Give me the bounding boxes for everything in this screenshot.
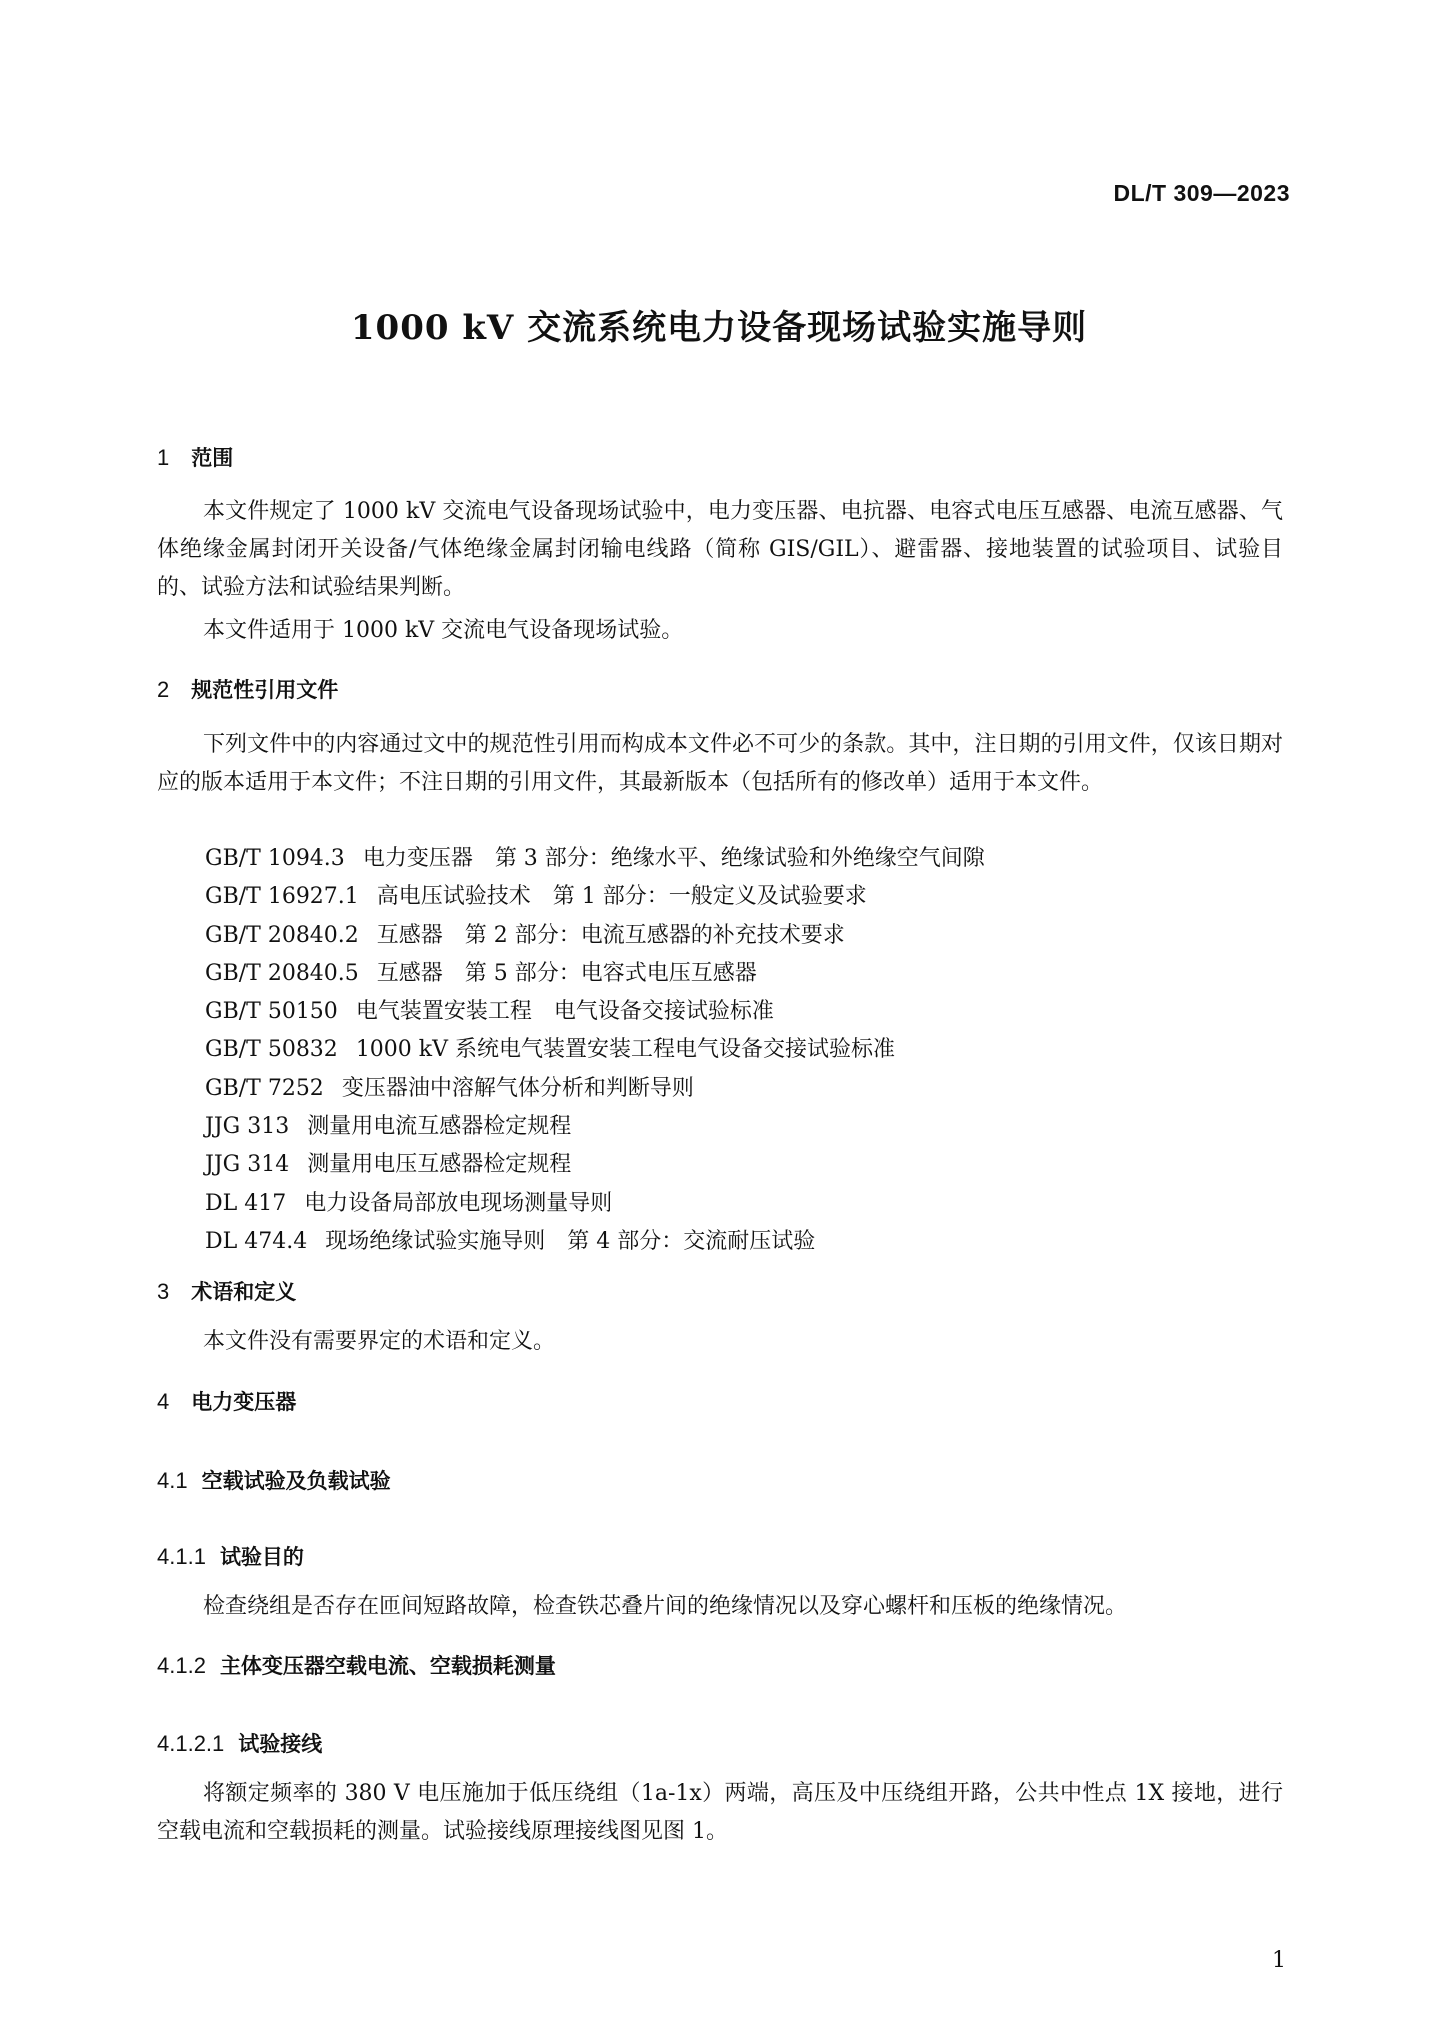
section-number: 4.1.2.1	[157, 1731, 225, 1756]
reference-code: JJG 314	[205, 1152, 290, 1178]
reference-title: 电力变压器 第 3 部分：绝缘水平、绝缘试验和外绝缘空气间隙	[362, 846, 985, 871]
reference-code: DL 474.4	[205, 1228, 308, 1254]
reference-title: 现场绝缘试验实施导则 第 4 部分：交流耐压试验	[325, 1228, 816, 1254]
reference-item	[205, 878, 985, 916]
reference-item	[205, 955, 985, 993]
reference-item	[205, 840, 985, 878]
section-title: 术语和定义	[191, 1280, 297, 1304]
section-number: 4.1.1	[157, 1544, 206, 1569]
reference-item	[205, 917, 985, 955]
section-title: 电力变压器	[191, 1390, 297, 1414]
reference-code: GB/T 7252	[205, 1075, 324, 1101]
reference-title: 变压器油中溶解气体分析和判断导则	[341, 1075, 694, 1101]
section-3-paragraph-1: 本文件没有需要界定的术语和定义。	[203, 1329, 556, 1354]
reference-item	[205, 1185, 985, 1223]
section-4-1-1-heading	[157, 1541, 304, 1571]
document-title: 1000 kV 交流系统电力设备现场试验实施导则	[350, 308, 1088, 348]
section-number: 4.1	[157, 1468, 188, 1493]
section-title: 范围	[191, 446, 234, 470]
reference-item	[205, 1223, 985, 1261]
section-number: 4	[157, 1389, 170, 1414]
reference-code: GB/T 50150	[205, 999, 338, 1025]
reference-title: 测量用电流互感器检定规程	[307, 1114, 572, 1140]
section-number: 4.1.2	[157, 1653, 206, 1678]
reference-item	[205, 1146, 985, 1184]
reference-code: DL 417	[205, 1190, 287, 1216]
section-4-1-1-paragraph-1: 检查绕组是否存在匝间短路故障，检查铁芯叠片间的绝缘情况以及穿心螺杆和压板的绝缘情况。	[203, 1594, 1128, 1619]
reference-item	[205, 993, 985, 1031]
reference-code: GB/T 20840.5	[205, 960, 359, 986]
reference-code: GB/T 20840.2	[205, 922, 359, 948]
section-4-1-2-heading	[157, 1650, 556, 1680]
reference-item	[205, 1031, 985, 1069]
reference-title: 高电压试验技术 第 1 部分：一般定义及试验要求	[376, 884, 867, 910]
reference-title: 测量用电压互感器检定规程	[307, 1152, 572, 1178]
section-2-heading	[157, 674, 338, 704]
section-1-paragraph-1: 本文件规定了 1000 kV 交流电气设备现场试验中，电力变压器、电抗器、电容式电压互感器、电流互感器、气体绝缘金属封闭开关设备/气体绝缘金属封闭输电线路（简称 GIS/GIL）、避雷器、接地装置的试验项目、试验目的、试验方法和试验结果判断。	[157, 499, 1283, 600]
section-1-paragraph-2: 本文件适用于 1000 kV 交流电气设备现场试验。	[203, 618, 684, 643]
reference-title: 电力设备局部放电现场测量导则	[304, 1190, 613, 1216]
section-title: 空载试验及负载试验	[201, 1469, 391, 1493]
section-number: 3	[157, 1279, 170, 1304]
reference-title: 互感器 第 5 部分：电容式电压互感器	[376, 960, 757, 986]
section-4-1-2-1-paragraph-1: 将额定频率的 380 V 电压施加于低压绕组（1a-1x）两端，高压及中压绕组开路，公共中性点 1X 接地，进行空载电流和空载损耗的测量。试验接线原理接线图见图 1。	[157, 1781, 1283, 1844]
reference-item	[205, 1108, 985, 1146]
section-4-heading	[157, 1386, 296, 1416]
section-2-paragraph-1: 下列文件中的内容通过文中的规范性引用而构成本文件必不可少的条款。其中，注日期的引用文件，仅该日期对应的版本适用于本文件；不注日期的引用文件，其最新版本（包括所有的修改单）适用于本文件。	[157, 732, 1283, 795]
section-title: 主体变压器空载电流、空载损耗测量	[219, 1654, 556, 1678]
reference-code: GB/T 1094.3	[205, 846, 345, 871]
section-number: 2	[157, 677, 170, 702]
section-1-heading	[157, 442, 233, 472]
section-4-1-heading	[157, 1465, 391, 1495]
reference-code: GB/T 50832	[205, 1037, 338, 1063]
page-number: 1	[1272, 1948, 1286, 1973]
reference-item	[205, 1070, 985, 1108]
normative-references-list	[205, 840, 985, 1261]
reference-code: GB/T 16927.1	[205, 884, 359, 910]
section-title: 试验接线	[238, 1732, 323, 1756]
section-3-heading	[157, 1276, 296, 1306]
reference-title: 电气装置安装工程 电气设备交接试验标准	[355, 999, 774, 1025]
section-number: 1	[157, 445, 170, 470]
reference-title: 互感器 第 2 部分：电流互感器的补充技术要求	[376, 922, 845, 948]
section-title: 规范性引用文件	[191, 678, 339, 702]
section-4-1-2-1-heading	[157, 1728, 322, 1758]
document-code: DL/T 309—2023	[1113, 180, 1290, 206]
reference-title: 1000 kV 系统电气装置安装工程电气设备交接试验标准	[355, 1037, 896, 1063]
section-title: 试验目的	[219, 1545, 304, 1569]
reference-code: JJG 313	[205, 1114, 290, 1140]
